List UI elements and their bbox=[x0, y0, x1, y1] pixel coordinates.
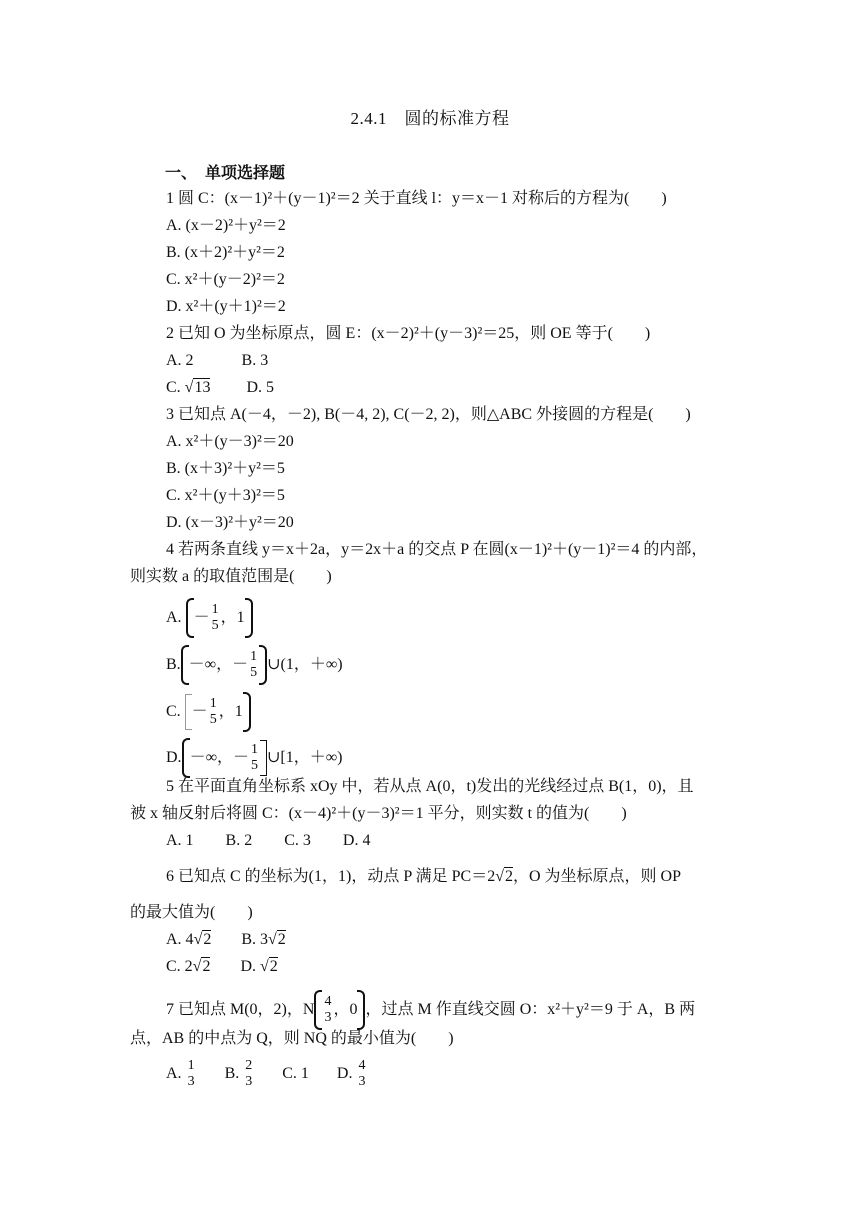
bracket-right bbox=[260, 740, 267, 776]
zero: ，0 bbox=[333, 1001, 358, 1018]
q4-option-d bbox=[166, 738, 342, 778]
bracket-left bbox=[185, 694, 192, 730]
bracket-left bbox=[186, 598, 194, 638]
q1-option-c: C. x²＋(y－2)²＝2 bbox=[166, 271, 285, 288]
bracket-left bbox=[181, 645, 189, 685]
q6-stem-pre: 6 已知点 C 的坐标为(1，1)，动点 P 满足 PC＝2 bbox=[166, 868, 496, 885]
comma: ， bbox=[220, 609, 237, 626]
section-heading: 一、 单项选择题 bbox=[165, 163, 286, 182]
sqrt-symbol: √ bbox=[268, 931, 277, 948]
numerator: 2 bbox=[245, 1058, 253, 1074]
sqrt-symbol: √ bbox=[184, 379, 194, 396]
union-tail: ∪(1，＋∞) bbox=[267, 656, 343, 673]
sqrt-symbol: √ bbox=[260, 958, 269, 975]
numerator: 1 bbox=[209, 696, 217, 712]
comma: ， bbox=[218, 703, 235, 720]
page-title: 2.4.1 圆的标准方程 bbox=[350, 109, 510, 128]
q6-option-b: B. 3 bbox=[241, 931, 269, 948]
q4-option-d-label: D. bbox=[166, 749, 182, 766]
q2-option-c-label: C. bbox=[166, 379, 185, 396]
union-tail: ∪[1，＋∞) bbox=[267, 749, 343, 766]
q3-option-b: B. (x＋3)²＋y²＝5 bbox=[166, 460, 285, 477]
q2-options-ab: A. 2 B. 3 bbox=[166, 352, 269, 369]
q1-option-d: D. x²＋(y＋1)²＝2 bbox=[166, 298, 286, 315]
q4-option-c-label: C. bbox=[166, 703, 181, 720]
fraction bbox=[251, 742, 258, 774]
upper-bound: 1 bbox=[234, 703, 243, 720]
q4-option-b bbox=[166, 645, 343, 685]
numerator: 1 bbox=[251, 742, 258, 758]
denominator: 3 bbox=[187, 1074, 195, 1090]
q7-options bbox=[166, 1054, 367, 1094]
denominator: 3 bbox=[245, 1074, 253, 1090]
radicand: 2 bbox=[269, 958, 278, 975]
numerator: 1 bbox=[187, 1058, 195, 1074]
q5-options: A. 1 B. 2 C. 3 D. 4 bbox=[166, 832, 371, 849]
q7-stem-line2: 点，AB 的中点为 Q，则 NQ 的最小值为( ) bbox=[130, 1030, 454, 1047]
q6-options-cd bbox=[166, 956, 278, 978]
q5-stem-line2: 被 x 轴反射后将圆 C：(x－4)²＋(y－3)²＝1 平分，则实数 t 的值为( ) bbox=[130, 805, 627, 822]
radicand: 2 bbox=[277, 931, 286, 948]
q4-stem-line2: 则实数 a 的取值范围是( ) bbox=[130, 568, 332, 585]
q4-option-a-label: A. bbox=[166, 609, 182, 626]
bracket-right bbox=[243, 692, 251, 732]
q3-option-a: A. x²＋(y－3)²＝20 bbox=[166, 433, 294, 450]
q3-stem: 3 已知点 A(－4，－2), B(－4, 2), C(－2, 2)，则△ABC 外接圆的方程是( ) bbox=[166, 406, 691, 423]
q6-option-a: A. 4 bbox=[166, 931, 194, 948]
q4-option-c bbox=[166, 692, 251, 732]
denominator: 3 bbox=[324, 1010, 332, 1026]
radicand: 2 bbox=[202, 958, 211, 975]
neg-infinity: －∞， bbox=[188, 656, 233, 673]
minus-sign: － bbox=[193, 609, 210, 626]
sqrt-symbol: √ bbox=[495, 868, 504, 885]
radicand: 2 bbox=[203, 931, 212, 948]
q7-stem-line1 bbox=[166, 990, 695, 1030]
numerator: 4 bbox=[324, 994, 332, 1010]
q7-stem-pre: 7 已知点 M(0，2)，N bbox=[166, 1001, 315, 1018]
minus-sign: － bbox=[191, 703, 208, 720]
minus-sign: － bbox=[232, 656, 249, 673]
q7-option-b-label: B. bbox=[224, 1065, 240, 1082]
q6-option-c: C. 2 bbox=[166, 958, 193, 975]
q7-option-c: C. 1 bbox=[282, 1065, 309, 1082]
q1-option-b: B. (x＋2)²＋y²＝2 bbox=[166, 244, 285, 261]
q3-option-d: D. (x－3)²＋y²＝20 bbox=[166, 514, 294, 531]
q7-option-d-fraction bbox=[358, 1058, 365, 1090]
upper-bound: 1 bbox=[236, 609, 245, 626]
q4-stem-line1: 4 若两条直线 y＝x＋2a，y＝2x＋a 的交点 P 在圆(x－1)²＋(y－1)²＝4 的内部， bbox=[166, 541, 708, 558]
q6-stem-post: ，O 为坐标原点，则 OP bbox=[513, 868, 682, 885]
numerator: 4 bbox=[358, 1058, 366, 1074]
q7-stem-post: ，过点 M 作直线交圆 O：x²＋y²＝9 于 A，B 两 bbox=[365, 1001, 696, 1018]
q2-stem: 2 已知 O 为坐标原点，圆 E：(x－2)²＋(y－3)²＝25，则 OE 等于( ) bbox=[166, 325, 651, 342]
denominator: 5 bbox=[209, 712, 217, 728]
q1-option-a: A. (x－2)²＋y²＝2 bbox=[166, 217, 286, 234]
bracket-right bbox=[245, 598, 253, 638]
fraction bbox=[212, 602, 219, 634]
q7-option-a-fraction bbox=[188, 1058, 195, 1090]
q6-stem-line2: 的最大值为( ) bbox=[130, 904, 253, 921]
neg-infinity: －∞， bbox=[189, 749, 233, 766]
denominator: 5 bbox=[250, 665, 258, 681]
q2-option-c-radicand: 13 bbox=[194, 379, 211, 396]
bracket-right bbox=[259, 645, 267, 685]
q5-stem-line1: 5 在平面直角坐标系 xOy 中，若从点 A(0，t)发出的光线经过点 B(1，0)，且 bbox=[166, 778, 694, 795]
q6-stem-line1 bbox=[166, 866, 681, 888]
q4-option-a bbox=[166, 598, 253, 638]
denominator: 3 bbox=[358, 1074, 366, 1090]
minus-sign: － bbox=[232, 749, 249, 766]
q7-option-a-label: A. bbox=[166, 1065, 182, 1082]
fraction bbox=[250, 649, 257, 681]
denominator: 5 bbox=[251, 758, 258, 774]
q6-option-d: D. bbox=[240, 958, 261, 975]
bracket-left bbox=[314, 990, 322, 1030]
numerator: 1 bbox=[211, 602, 219, 618]
bracket-left bbox=[182, 738, 190, 778]
numerator: 1 bbox=[250, 649, 258, 665]
sqrt-symbol: √ bbox=[192, 958, 202, 975]
denominator: 5 bbox=[211, 618, 219, 634]
q7-option-d-label: D. bbox=[336, 1065, 353, 1082]
q3-option-c: C. x²＋(y＋3)²＝5 bbox=[166, 487, 285, 504]
q1-stem: 1 圆 C：(x－1)²＋(y－1)²＝2 关于直线 l：y＝x－1 对称后的方程为( ) bbox=[166, 190, 667, 207]
radicand: 2 bbox=[505, 868, 513, 885]
sqrt-symbol: √ bbox=[193, 931, 203, 948]
q2-options-cd bbox=[166, 377, 274, 399]
fraction bbox=[210, 696, 217, 728]
q7-option-b-fraction bbox=[245, 1058, 252, 1090]
fraction bbox=[324, 994, 331, 1026]
q4-option-b-label: B. bbox=[166, 656, 181, 673]
q6-options-ab bbox=[166, 929, 286, 951]
q2-option-d: D. 5 bbox=[246, 379, 275, 396]
